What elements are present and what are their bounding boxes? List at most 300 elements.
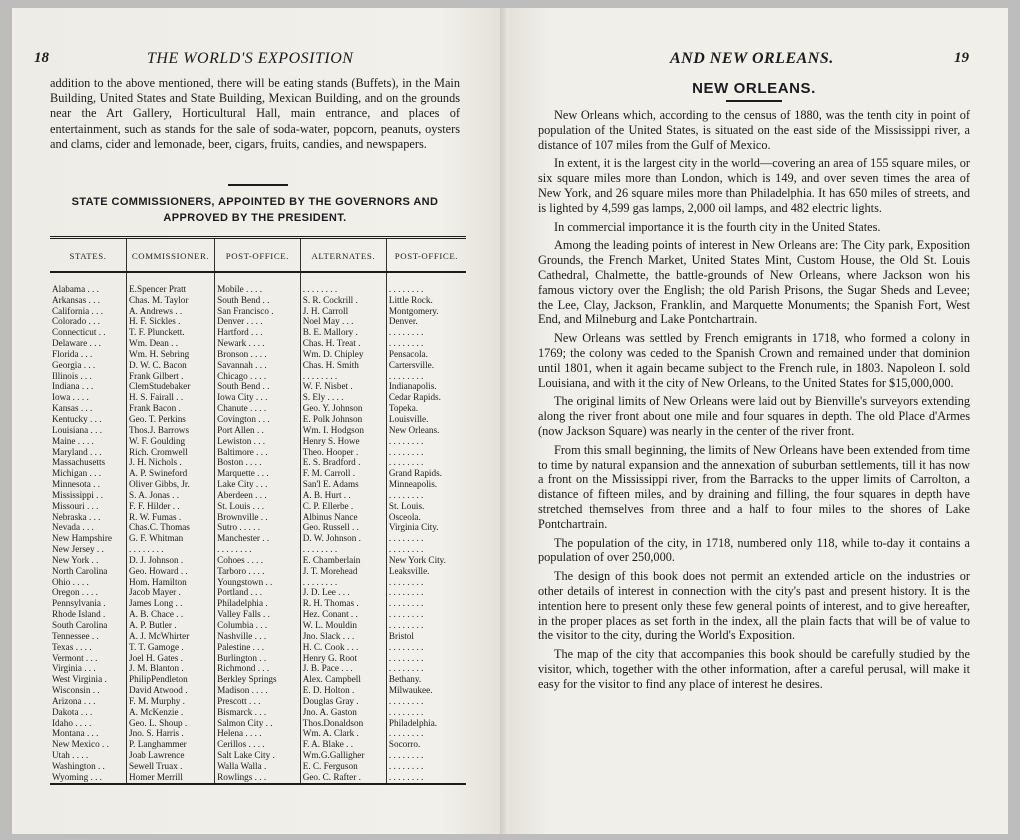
table-row — [50, 685, 466, 696]
table-cell: Valley Falls . . — [215, 609, 301, 620]
table-cell: Rhode Island . — [52, 609, 106, 620]
spacer-cell — [127, 272, 215, 284]
table-cell: B. E. Mallory . — [300, 327, 386, 338]
table-row — [50, 577, 466, 588]
table-cell: W. L. Mouldin — [300, 620, 386, 631]
book-gutter — [500, 8, 508, 834]
table-cell: Berkley Springs — [215, 674, 301, 685]
table-cell: . . . . . . . . — [386, 707, 466, 718]
table-cell: Hom. Hamilton — [127, 577, 215, 588]
table-cell: Chanute . . . . — [215, 403, 301, 414]
table-cell: H. F. Sickles . — [127, 316, 215, 327]
table-cell: . . . . . . . . — [386, 750, 466, 761]
table-cell: . . . . . . . . — [386, 533, 466, 544]
table-row — [50, 284, 466, 295]
table-cell: Dakota . . . — [52, 706, 93, 717]
table-row — [50, 620, 466, 631]
table-cell: Frank Bacon . — [127, 403, 215, 414]
table-cell: Henry G. Root — [300, 653, 386, 664]
right-page — [500, 8, 1008, 834]
table-cell: South Bend . . — [215, 295, 301, 306]
table-cell: Idaho . . . . — [52, 717, 92, 728]
table-cell: . . . . . . . . — [386, 544, 466, 555]
table-row — [50, 750, 466, 761]
table-row — [50, 522, 466, 533]
table-row — [50, 555, 466, 566]
table-cell: Bronson . . . . — [215, 349, 301, 360]
table-cell: . . . . . . . . — [386, 696, 466, 707]
table-cell: A. P. Swineford — [127, 468, 215, 479]
article-paragraph: The original limits of New Orleans were laid out by Bienville's surveyors extending along the river front about one mile and four squares in depth. The old Place d'Armes (now Jackson Square) was nearly in the center of the river front. — [538, 394, 970, 438]
table-cell: Wm. Dean . . — [127, 338, 215, 349]
table-cell: Iowa . . . . — [52, 392, 89, 403]
table-cell: Jno. A. Gaston — [300, 707, 386, 718]
table-cell: Chas.C. Thomas — [127, 522, 215, 533]
table-cell: Geo. Russell . . — [300, 522, 386, 533]
table-cell: W. F. Nisbet . — [300, 381, 386, 392]
table-row — [50, 371, 466, 382]
table-cell: Geo. Howard . . — [127, 566, 215, 577]
column-header: COMMISSIONER. — [127, 238, 215, 272]
table-cell: P. Langhammer — [127, 739, 215, 750]
table-cell: Milwaukee. — [386, 685, 466, 696]
table-cell: Wm. A. Clark . — [300, 728, 386, 739]
table-row — [50, 707, 466, 718]
table-cell: . . . . . . . . — [300, 284, 386, 295]
table-cell: Florida . . . — [52, 348, 93, 359]
table-cell: . . . . . . . . — [386, 577, 466, 588]
table-cell: . . . . . . . . — [386, 598, 466, 609]
table-cell: Alabama . . . — [52, 283, 99, 294]
left-page — [12, 8, 500, 834]
table-cell: Homer Merrill — [127, 772, 215, 784]
table-cell: Utah . . . . — [52, 750, 89, 761]
table-cell: F. F. Hilder . . — [127, 501, 215, 512]
table-cell: Chicago . . . . — [215, 371, 301, 382]
table-cell: Manchester . . — [215, 533, 301, 544]
spacer-cell — [215, 272, 301, 284]
table-cell: D. W. Johnson . — [300, 533, 386, 544]
table-cell: Massachusetts — [52, 457, 106, 468]
table-cell: Covington . . . — [215, 414, 301, 425]
table-cell: Jno. Slack . . . — [300, 631, 386, 642]
table-cell: E. Polk Johnson — [300, 414, 386, 425]
table-cell: A. B. Hurt . . — [300, 490, 386, 501]
table-cell: Mobile . . . . — [215, 284, 301, 295]
table-cell: A. McKenzie . — [127, 707, 215, 718]
table-row — [50, 381, 466, 392]
article-paragraph: In commercial importance it is the fourth city in the United States. — [554, 219, 881, 234]
table-cell: Youngstown . . — [215, 577, 301, 588]
table-cell: H. S. Fairall . . — [127, 392, 215, 403]
table-cell: E. D. Holton . — [300, 685, 386, 696]
table-row — [50, 316, 466, 327]
table-cell: H. C. Cook . . . — [300, 642, 386, 653]
table-cell: . . . . . . . . — [215, 544, 301, 555]
table-cell: Connecticut . . — [52, 327, 106, 338]
table-row — [50, 544, 466, 555]
table-cell: Tarboro . . . . — [215, 566, 301, 577]
table-cell: Burlington . . — [215, 653, 301, 664]
spacer-cell — [386, 272, 466, 284]
table-cell: Geo. T. Perkins — [127, 414, 215, 425]
table-cell: Marquette . . . — [215, 468, 301, 479]
table-cell: J. H. Carroll — [300, 306, 386, 317]
table-cell: Little Rock. — [386, 295, 466, 306]
table-cell: Missouri . . . — [52, 500, 99, 511]
table-cell: Chas. M. Taylor — [127, 295, 215, 306]
table-cell: . . . . . . . . — [386, 620, 466, 631]
table-cell: Prescott . . . — [215, 696, 301, 707]
table-cell: James Long . . — [127, 598, 215, 609]
table-cell: Washington . . — [52, 760, 105, 771]
table-cell: Georgia . . . — [52, 359, 96, 370]
table-cell: Montgomery. — [386, 306, 466, 317]
table-cell: G. F. Whitman — [127, 533, 215, 544]
table-cell: Sutro . . . . . — [215, 522, 301, 533]
table-cell: Cedar Rapids. — [386, 392, 466, 403]
table-cell: New Hampshire — [52, 533, 112, 544]
table-cell: F. A. Blake . . — [300, 739, 386, 750]
table-cell: . . . . . . . . — [300, 544, 386, 555]
table-cell: New Orleans. — [386, 425, 466, 436]
table-row — [50, 457, 466, 468]
article-paragraph: The map of the city that accompanies this book should be carefully studied by the visitor, which, together with the other information, after a careful perusal, will make it easy for the visitor to find any place of interest he desires. — [538, 647, 970, 691]
table-row — [50, 403, 466, 414]
table-cell: Brownville . . — [215, 512, 301, 523]
table-cell: Philadelphia . — [215, 598, 301, 609]
table-cell: Helena . . . . — [215, 728, 301, 739]
article-paragraph: New Orleans was settled by French emigrants in 1718, who formed a colony in 1769; the colony was ceded to the Spanish Crown and remained under that dominion until 1801, when it again became subject to the French rule, in 1803. Napoleon I. sold Louisiana, and with it the city of New Orleans, to the United States for $15,000,000. — [538, 331, 970, 390]
table-cell: Denver. — [386, 316, 466, 327]
table-cell: South Carolina — [52, 620, 108, 630]
section-title: NEW ORLEANS. — [692, 80, 816, 97]
table-cell: Geo. C. Rafter . — [300, 772, 386, 784]
table-cell: Baltimore . . . — [215, 447, 301, 458]
table-cell: . . . . . . . . — [386, 728, 466, 739]
table-cell: . . . . . . . . — [386, 609, 466, 620]
table-cell: . . . . . . . . — [386, 327, 466, 338]
table-cell: Bristol — [386, 631, 466, 642]
table-cell: Cartersville. — [386, 360, 466, 371]
table-cell: Sewell Truax . — [127, 761, 215, 772]
table-cell: Albinus Nance — [300, 512, 386, 523]
table-row — [50, 631, 466, 642]
table-cell: Indiana . . . — [52, 381, 94, 392]
table-cell: Frank Gilbert . — [127, 371, 215, 382]
table-cell: New Mexico . . — [52, 739, 109, 750]
table-cell: J. M. Blanton . — [127, 663, 215, 674]
left-running-head: THE WORLD'S EXPOSITION — [147, 50, 354, 67]
table-cell: Montana . . . — [52, 728, 99, 739]
table-cell: Wm.G.Galligher — [300, 750, 386, 761]
table-cell: Nebraska . . . — [52, 511, 101, 522]
table-cell: Jno. S. Harris . — [127, 728, 215, 739]
table-row — [50, 447, 466, 458]
table-cell: San'l E. Adams — [300, 479, 386, 490]
table-row — [50, 696, 466, 707]
table-cell: Oliver Gibbs, Jr. — [127, 479, 215, 490]
table-row — [50, 566, 466, 577]
table-cell: Madison . . . . — [215, 685, 301, 696]
table-cell: Joel H. Gates . — [127, 653, 215, 664]
table-cell: South Bend . . — [215, 381, 301, 392]
table-cell: A. B. Chace . . — [127, 609, 215, 620]
column-header: STATES. — [50, 238, 127, 272]
table-cell: T. T. Gamoge . — [127, 642, 215, 653]
table-row — [50, 414, 466, 425]
table-cell: Columbia . . . — [215, 620, 301, 631]
table-row — [50, 609, 466, 620]
table-cell: San Francisco . — [215, 306, 301, 317]
table-cell: Philadelphia. — [386, 718, 466, 729]
table-cell: D. J. Johnson . — [127, 555, 215, 566]
table-cell: S. Ely . . . . — [300, 392, 386, 403]
table-cell: PhilipPendleton — [127, 674, 215, 685]
spacer-cell — [50, 272, 127, 284]
table-row — [50, 349, 466, 360]
table-cell: Kansas . . . — [52, 403, 93, 414]
table-row — [50, 761, 466, 772]
table-cell: Maine . . . . — [52, 435, 94, 446]
table-cell: Virginia . . . — [52, 663, 96, 674]
table-cell: Nevada . . . — [52, 522, 94, 533]
table-cell: Hez. Conant . . — [300, 609, 386, 620]
table-cell: S. R. Cockrill . — [300, 295, 386, 306]
section-divider — [228, 184, 288, 186]
table-cell: F. M. Carroll . — [300, 468, 386, 479]
table-cell: Aberdeen . . . — [215, 490, 301, 501]
table-cell: Wm. H. Sebring — [127, 349, 215, 360]
left-page-number: 18 — [34, 50, 49, 66]
table-cell: . . . . . . . . — [386, 587, 466, 598]
table-row — [50, 674, 466, 685]
table-cell: . . . . . . . . — [386, 457, 466, 468]
table-cell: Osceola. — [386, 512, 466, 523]
table-cell: Jacob Mayer . — [127, 587, 215, 598]
table-cell: Chas. H. Smith — [300, 360, 386, 371]
table-cell: Hartford . . . — [215, 327, 301, 338]
table-cell: Nashville . . . — [215, 631, 301, 642]
table-cell: David Atwood . — [127, 685, 215, 696]
table-cell: . . . . . . . . — [127, 544, 215, 555]
table-row — [50, 360, 466, 371]
table-cell: Wyoming . . . — [52, 771, 102, 782]
table-row — [50, 739, 466, 750]
table-row — [50, 642, 466, 653]
table-cell: Minnesota . . — [52, 479, 100, 490]
table-cell: R. H. Thomas . — [300, 598, 386, 609]
table-cell: R. W. Fumas . — [127, 512, 215, 523]
column-header: POST-OFFICE. — [386, 238, 466, 272]
spacer-cell — [300, 272, 386, 284]
table-header-row — [50, 238, 466, 272]
table-cell: Theo. Hooper . — [300, 447, 386, 458]
table-cell: A. P. Butler . — [127, 620, 215, 631]
table-cell: Pennsylvania . — [52, 598, 106, 609]
commissioners-table — [50, 236, 466, 785]
table-cell: Douglas Gray . — [300, 696, 386, 707]
article-paragraph: In extent, it is the largest city in the world—covering an area of 155 square miles, or six square miles more than London, which is 149, and over seven times the area of New York, and 26 square miles more than Philadelphia. It has 650 miles of streets, and is lighted by 4,599 gas lamps, 2,000 oil lamps, and 482 electric lights. — [538, 156, 970, 215]
table-cell: E.Spencer Pratt — [127, 284, 215, 295]
table-cell: Salt Lake City . — [215, 750, 301, 761]
table-cell: Richmond . . . — [215, 663, 301, 674]
table-cell: Wisconsin . . — [52, 685, 100, 696]
table-cell: Illinois . . . — [52, 370, 92, 381]
table-cell: Topeka. — [386, 403, 466, 414]
title-underline — [726, 100, 782, 102]
table-row — [50, 436, 466, 447]
table-cell: . . . . . . . . — [386, 772, 466, 784]
table-row — [50, 479, 466, 490]
table-cell: Bismarck . . . — [215, 707, 301, 718]
table-cell: Leaksville. — [386, 566, 466, 577]
table-cell: New York . . — [52, 554, 99, 565]
table-cell: A. Andrews . . — [127, 306, 215, 317]
table-row — [50, 533, 466, 544]
table-cell: D. W. C. Bacon — [127, 360, 215, 371]
table-cell: Rowlings . . . — [215, 772, 301, 784]
table-cell: . . . . . . . . — [386, 447, 466, 458]
article-body — [538, 108, 970, 695]
book-spread — [12, 8, 1008, 834]
table-cell: Kentucky . . . — [52, 413, 102, 424]
table-cell: C. P. Ellerbe . — [300, 501, 386, 512]
table-cell: Oregon . . . . — [52, 587, 98, 598]
table-cell: Boston . . . . — [215, 457, 301, 468]
table-cell: Rich. Cromwell — [127, 447, 215, 458]
table-cell: Alex. Campbell — [300, 674, 386, 685]
table-cell: Wm. I. Hodgson — [300, 425, 386, 436]
table-spacer-row — [50, 272, 466, 284]
table-cell: . . . . . . . . — [386, 642, 466, 653]
table-cell: E. Chamberlain — [300, 555, 386, 566]
table-cell: . . . . . . . . — [386, 653, 466, 664]
table-cell: Mississippi . . — [52, 489, 104, 500]
right-running-head: AND NEW ORLEANS. — [670, 50, 834, 67]
table-cell: Minneapolis. — [386, 479, 466, 490]
table-cell: . . . . . . . . — [386, 490, 466, 501]
table-cell: Bethany. — [386, 674, 466, 685]
table-cell: Lake City . . . — [215, 479, 301, 490]
table-row — [50, 468, 466, 479]
table-cell: Tennessee . . — [52, 630, 99, 641]
table-cell: A. J. McWhirter — [127, 631, 215, 642]
table-cell: J. H. Nichols . — [127, 457, 215, 468]
intro-paragraph: addition to the above mentioned, there will be eating stands (Buffets), in the Main Building, United States and State Building, Mexican Building, and on the grounds near the Art Gallery, Horticultural Hall, main entrance, and places of entertainment, such as stands for the sale of soda-water, popcorn, peanuts, oysters and clams, cider and lemonade, beer, cigars, fruits, candies, and newspapers. — [50, 76, 460, 151]
table-cell: Noel May . . . — [300, 316, 386, 327]
table-row — [50, 598, 466, 609]
table-cell: Cohoes . . . . — [215, 555, 301, 566]
table-cell: . . . . . . . . — [386, 436, 466, 447]
table-cell: Pensacola. — [386, 349, 466, 360]
table-cell: E. S. Bradford . — [300, 457, 386, 468]
column-header: POST-OFFICE. — [215, 238, 301, 272]
article-paragraph: The population of the city, in 1718, numbered only 118, while to-day it contains a population of over 250,000. — [538, 535, 970, 565]
table-cell: Arizona . . . — [52, 695, 96, 706]
table-row — [50, 663, 466, 674]
table-cell: E. C. Ferguson — [300, 761, 386, 772]
table-row — [50, 587, 466, 598]
table-cell: Newark . . . . — [215, 338, 301, 349]
table-cell: Henry S. Howe — [300, 436, 386, 447]
table-cell: Texas . . . . — [52, 641, 92, 652]
table-cell: Iowa City . . . — [215, 392, 301, 403]
table-cell: Arkansas . . . — [52, 294, 100, 305]
table-row — [50, 512, 466, 523]
table-cell: W. F. Goulding — [127, 436, 215, 447]
table-cell: Virginia City. — [386, 522, 466, 533]
table-cell: Geo. L. Shoup . — [127, 718, 215, 729]
table-cell: Thos.Donaldson — [300, 718, 386, 729]
table-row — [50, 501, 466, 512]
table-cell: Port Allen . . — [215, 425, 301, 436]
table-cell: . . . . . . . . — [386, 284, 466, 295]
table-row — [50, 728, 466, 739]
table-cell: Cerillos . . . . — [215, 739, 301, 750]
column-header: ALTERNATES. — [300, 238, 386, 272]
table-cell: . . . . . . . . — [386, 761, 466, 772]
table-row — [50, 392, 466, 403]
table-cell: ClemStudebaker — [127, 381, 215, 392]
table-cell: California . . . — [52, 305, 104, 316]
table-cell: J. T. Morehead — [300, 566, 386, 577]
table-cell: Walla Walla . — [215, 761, 301, 772]
table-cell: F. M. Murphy . — [127, 696, 215, 707]
table-cell: Lewiston . . . — [215, 436, 301, 447]
table-row — [50, 718, 466, 729]
article-paragraph: The design of this book does not permit an extended article on the industries or other details of interest in connection with the city's past and present history. It is the intention here to present only these few general points of interest, and to give hereafter, in the proper places as set forth in the index, all the plain facts that will be of value to the visitor to the city, during the World's Exposition. — [538, 569, 970, 643]
table-cell: Wm. D. Chipley — [300, 349, 386, 360]
table-cell: Indianapolis. — [386, 381, 466, 392]
table-cell: Palestine . . . — [215, 642, 301, 653]
table-row — [50, 338, 466, 349]
table-cell: . . . . . . . . — [300, 371, 386, 382]
table-cell: New Jersey . . — [52, 544, 104, 555]
table-cell: Geo. Y. Johnson — [300, 403, 386, 414]
article-paragraph: Among the leading points of interest in New Orleans are: The City park, Exposition Grounds, the French Market, United States Mint, Custom House, the Old St. Louis Cathedral, Chalmette, the battle-grounds of New Orleans, where Jackson won his famous victory over the English; the old Parish Prisons, the Sugar Sheds and Levee; the Lee, Clay, Jackson, Franklin, and Marquette Monuments; the Spanish Fort, West End, and Milneburg and Lake Pontchartrain. — [538, 238, 970, 327]
table-cell: Louisiana . . . — [52, 424, 103, 435]
table-row — [50, 306, 466, 317]
table-row — [50, 490, 466, 501]
table-row — [50, 327, 466, 338]
table-cell: . . . . . . . . — [386, 663, 466, 674]
article-paragraph: New Orleans which, according to the census of 1880, was the tenth city in point of population of the United States, is situated on the east side of the Mississippi river, a distance of 107 miles from the Gulf of Mexico. — [538, 108, 970, 152]
table-cell: St. Louis. — [386, 501, 466, 512]
table-row — [50, 295, 466, 306]
table-cell: Vermont . . . — [52, 652, 98, 663]
table-body — [50, 272, 466, 784]
table-cell: Joab Lawrence — [127, 750, 215, 761]
table-cell: . . . . . . . . — [300, 577, 386, 588]
table-row — [50, 653, 466, 664]
table-cell: Socorro. — [386, 739, 466, 750]
table-cell: Chas. H. Treat . — [300, 338, 386, 349]
table-cell: Savannah . . . — [215, 360, 301, 371]
right-page-number: 19 — [954, 50, 969, 66]
table-cell: Colorado . . . — [52, 316, 100, 327]
table-cell: Denver . . . . — [215, 316, 301, 327]
table-cell: Salmon City . . — [215, 718, 301, 729]
table-cell: West Virginia . — [52, 674, 107, 685]
table-cell: T. F. Plunckett. — [127, 327, 215, 338]
table-cell: New York City. — [386, 555, 466, 566]
table-cell: Portland . . . — [215, 587, 301, 598]
commissioners-heading: STATE COMMISSIONERS, APPOINTED BY THE GOVERNORS AND APPROVED BY THE PRESIDENT. — [71, 196, 439, 224]
table-cell: Thos.J. Barrows — [127, 425, 215, 436]
table-cell: Delaware . . . — [52, 338, 101, 349]
table-cell: Maryland . . . — [52, 446, 102, 457]
